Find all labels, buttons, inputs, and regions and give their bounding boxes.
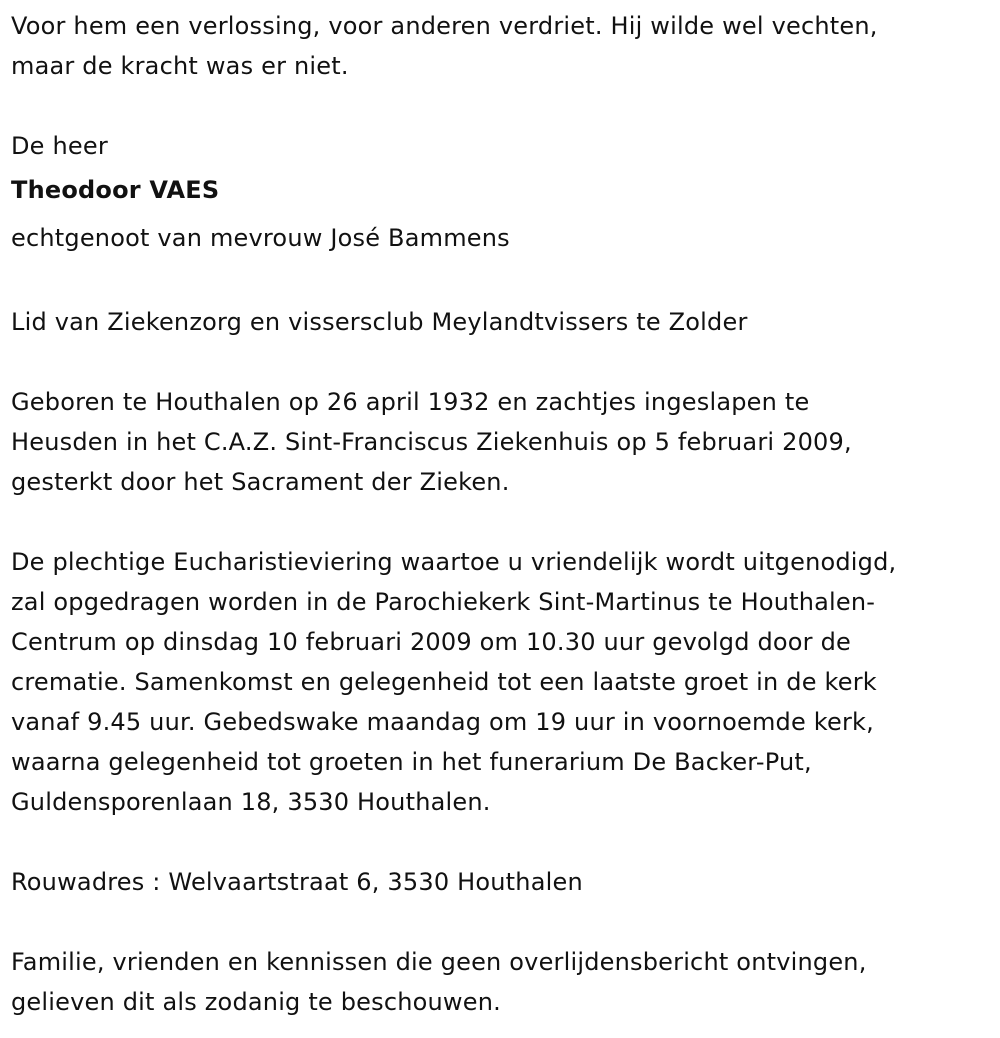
membership: Lid van Ziekenzorg en vissersclub Meylandtvissers te Zolder <box>11 308 748 336</box>
spouse-line: echtgenoot van mevrouw José Bammens <box>11 224 510 252</box>
paragraph-line: zal opgedragen worden in de Parochiekerk Sint-Martinus te Houthalen- <box>11 588 876 616</box>
deceased-name: Theodoor VAES <box>11 176 220 204</box>
paragraph-line: gesterkt door het Sacrament der Zieken. <box>11 468 510 496</box>
paragraph-line: Guldensporenlaan 18, 3530 Houthalen. <box>11 788 491 816</box>
paragraph-line: vanaf 9.45 uur. Gebedswake maandag om 19 uur in voornoemde kerk, <box>11 708 874 736</box>
salutation: De heer <box>11 132 108 160</box>
motto <box>11 6 991 86</box>
motto-line: maar de kracht was er niet. <box>11 52 349 80</box>
birth-death-paragraph <box>11 382 991 502</box>
ceremony-paragraph <box>11 542 991 822</box>
mourning-address: Rouwadres : Welvaartstraat 6, 3530 Houthalen <box>11 868 583 896</box>
paragraph-line: gelieven dit als zodanig te beschouwen. <box>11 988 501 1016</box>
paragraph-line: waarna gelegenheid tot groeten in het funerarium De Backer-Put, <box>11 748 812 776</box>
spacer <box>11 342 991 382</box>
paragraph-line: Heusden in het C.A.Z. Sint-Franciscus Ziekenhuis op 5 februari 2009, <box>11 428 852 456</box>
paragraph-line: De plechtige Eucharistieviering waartoe u vriendelijk wordt uitgenodigd, <box>11 548 897 576</box>
closing-paragraph <box>11 942 991 1022</box>
motto-line: Voor hem een verlossing, voor anderen verdriet. Hij wilde wel vechten, <box>11 12 878 40</box>
spacer <box>11 86 991 126</box>
spacer <box>11 262 991 302</box>
paragraph-line: Centrum op dinsdag 10 februari 2009 om 10.30 uur gevolgd door de <box>11 628 851 656</box>
spacer <box>11 822 991 862</box>
paragraph-line: crematie. Samenkomst en gelegenheid tot een laatste groet in de kerk <box>11 668 877 696</box>
spacer <box>11 902 991 942</box>
spacer <box>11 502 991 542</box>
paragraph-line: Geboren te Houthalen op 26 april 1932 en zachtjes ingeslapen te <box>11 388 810 416</box>
death-notice <box>11 6 991 1022</box>
paragraph-line: Familie, vrienden en kennissen die geen overlijdensbericht ontvingen, <box>11 948 867 976</box>
